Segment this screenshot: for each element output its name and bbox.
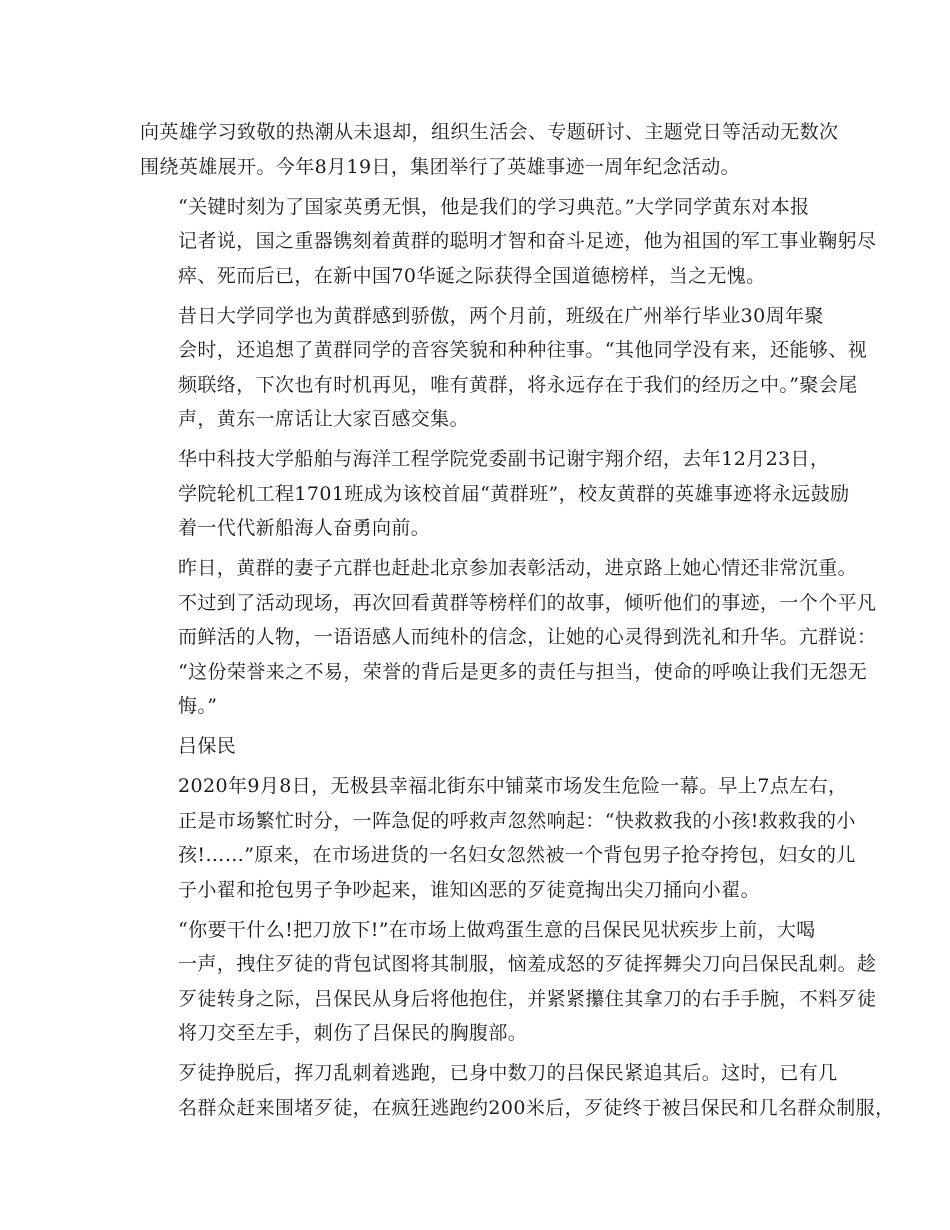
text-line: 着一代代新船海人奋勇向前。 [178,517,431,539]
paragraph-p3 [140,442,850,546]
text-line: 将刀交至左手，刺伤了吕保民的胸腹部。 [178,1022,528,1044]
text-line: 而鲜活的人物，一语语感人而纯朴的信念，让她的心灵得到洗礼和升华。亢群说： [178,626,877,648]
article-body [140,115,895,1131]
text-line: 声，黄东一席话让大家百感交集。 [178,408,470,430]
text-line: 悔。” [178,695,218,717]
paragraph-p7 [140,913,877,1051]
text-line: 歹徒转身之际，吕保民从身后将他抱住，并紧紧攥住其拿刀的右手手腕，不料歹徒 [178,987,877,1010]
text-line: 学院轮机工程1701班成为该校首届“黄群班”，校友黄群的英雄事迹将永远鼓励 [178,482,850,505]
text-line: 吕保民 [178,735,237,757]
text-line: 孩!……”原来，在市场进货的一名妇女忽然被一个背包男子抢夺挎包，妇女的儿 [178,844,856,866]
paragraph-p0 [140,115,839,184]
paragraph-p4 [140,551,877,724]
text-line: 子小翟和抢包男子争吵起来，谁知凶恶的歹徒竟掏出尖刀捅向小翟。 [178,878,761,901]
text-line: “这份荣誉来之不易，荣誉的背后是更多的责任与担当，使命的呼唤让我们无怨无 [178,660,868,683]
text-line: 会时，还追想了黄群同学的音容笑貌和种种往事。“其他同学没有来，还能够、视 [178,339,868,361]
text-line: “关键时刻为了国家英勇无惧，他是我们的学习典范。”大学同学黄东对本报 [178,195,810,218]
text-line: 名群众赶来围堵歹徒，在疯狂逃跑约200米后，歹徒终于被吕保民和几名群众制服， [178,1096,895,1119]
paragraph-p1 [140,190,877,294]
text-line: 频联络，下次也有时机再见，唯有黄群，将永远存在于我们的经历之中。”聚会尾 [178,373,858,396]
paragraph-p5 [140,729,825,764]
text-line: 昨日，黄群的妻子亢群也赶赴北京参加表彰活动，进京路上她心情还非常沉重。 [178,557,858,579]
text-line: 记者说，国之重器镌刻着黄群的聪明才智和奋斗足迹，他为祖国的军工事业鞠躬尽 [178,230,877,252]
text-line: 向英雄学习致敬的热潮从未退却，组织生活会、专题研讨、主题党日等活动无数次 [140,121,839,143]
text-line: 2020年9月8日，无极县幸福北街东中铺菜市场发生危险一幕。早上7点左右， [178,775,848,797]
text-line: 正是市场繁忙时分，一阵急促的呼救声忽然响起：“快救救我的小孩!救救我的小 [178,809,856,832]
text-line: 昔日大学同学也为黄群感到骄傲，两个月前，班级在广州举行毕业30周年聚 [178,304,824,327]
text-line: 不过到了活动现场，再次回看黄群等榜样们的故事，倾听他们的事迹，一个个平凡 [178,591,877,614]
text-line: 围绕英雄展开。今年8月19日，集团举行了英雄事迹一周年纪念活动。 [140,155,741,178]
paragraph-p6 [140,769,856,907]
text-line: 一声，拽住歹徒的背包试图将其制服，恼羞成怒的歹徒挥舞尖刀向吕保民乱刺。趁 [178,953,877,975]
text-line: 歹徒挣脱后，挥刀乱刺着逃跑，已身中数刀的吕保民紧追其后。这时，已有几 [178,1062,838,1084]
text-line: 华中科技大学船舶与海洋工程学院党委副书记谢宇翔介绍，去年12月23日， [178,448,830,470]
text-line: “你要干什么!把刀放下!”在市场上做鸡蛋生意的吕保民见状疾步上前，大喝 [178,918,816,941]
paragraph-p2 [140,299,868,437]
paragraph-p8 [140,1056,895,1125]
text-line: 瘁、死而后已，在新中国70华诞之际获得全国道德榜样，当之无愧。 [178,264,766,287]
